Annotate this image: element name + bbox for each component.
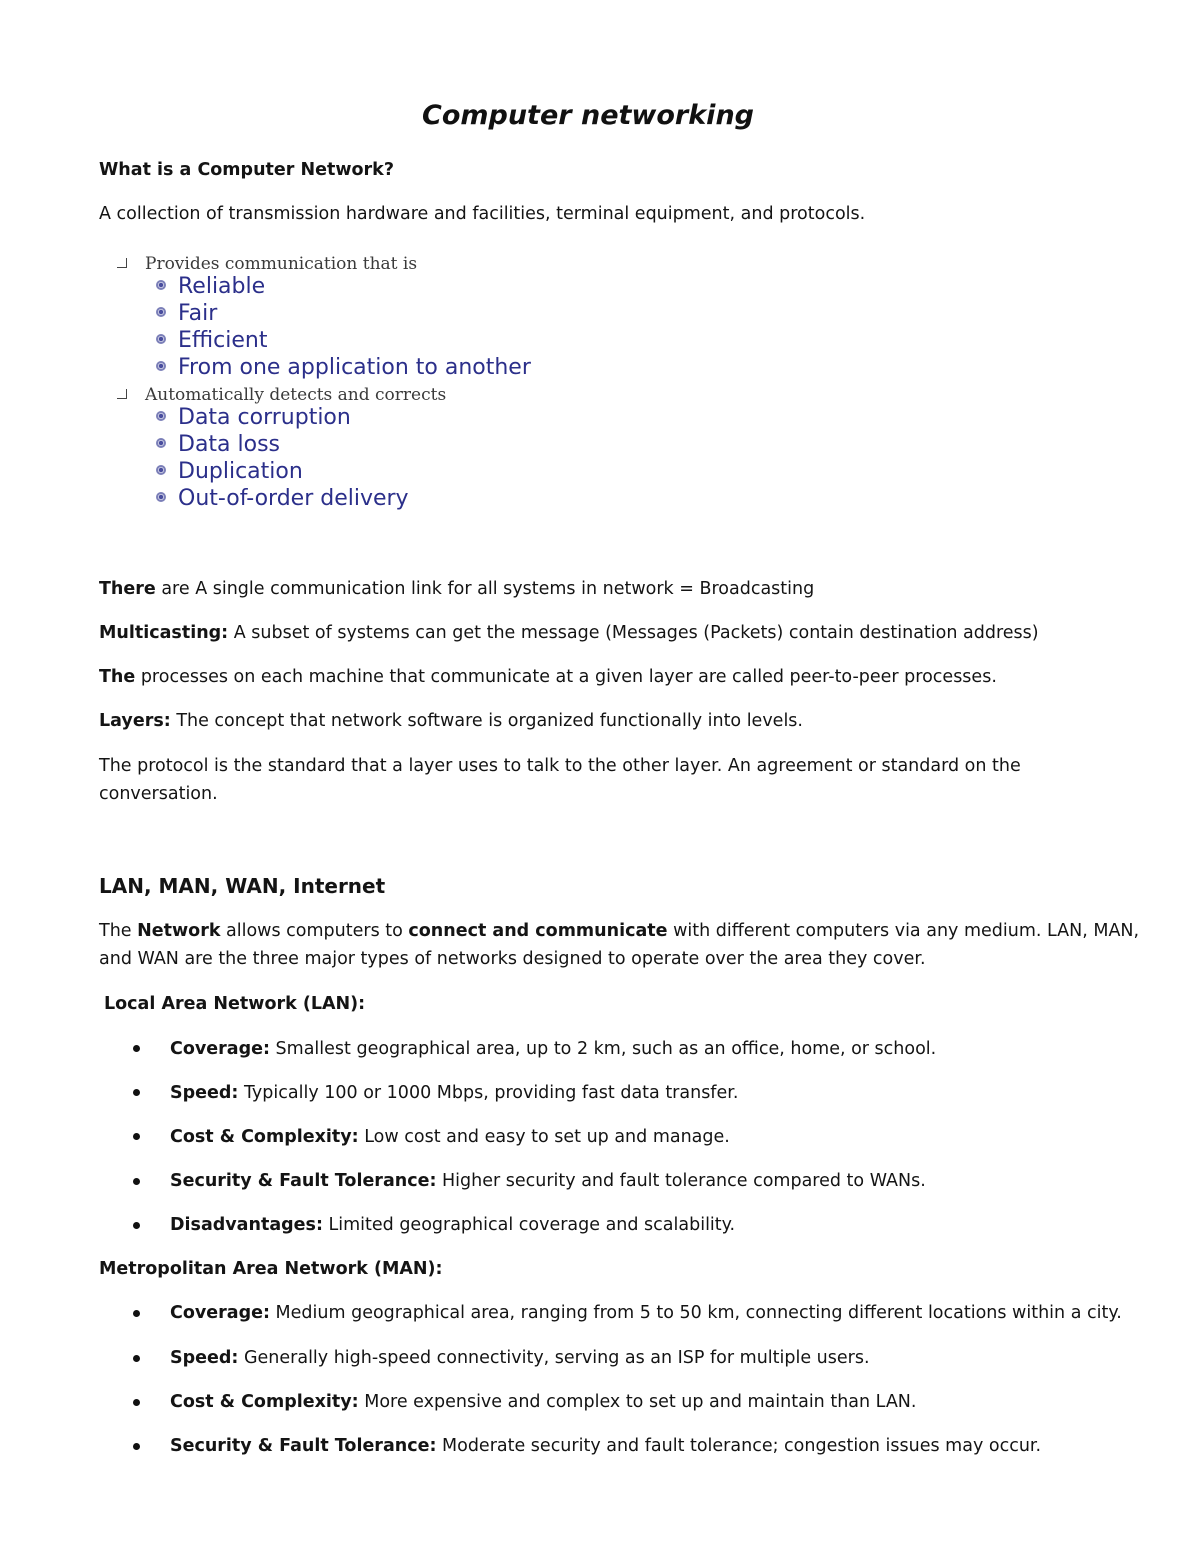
circle-bullet-icon bbox=[156, 307, 166, 317]
circle-bullet-icon bbox=[156, 361, 166, 371]
circle-bullet-icon bbox=[156, 280, 166, 290]
lan-heading: Local Area Network (LAN): bbox=[104, 994, 366, 1014]
slide-item: Data corruption bbox=[156, 405, 351, 430]
broadcasting-paragraph: There are A single communication link for all systems in network = Broadcasting bbox=[99, 579, 815, 599]
question-heading: What is a Computer Network? bbox=[99, 160, 394, 180]
bullet-icon bbox=[133, 1133, 140, 1140]
list-item: Cost & Complexity: More expensive and complex to set up and maintain than LAN. bbox=[170, 1392, 917, 1412]
slide-item: Fair bbox=[156, 301, 217, 326]
slide-item: Data loss bbox=[156, 432, 280, 457]
multicasting-paragraph: Multicasting: A subset of systems can get the message (Messages (Packets) contain destination address) bbox=[99, 623, 1039, 643]
checkbox-bullet-icon bbox=[117, 258, 127, 268]
list-item: Speed: Typically 100 or 1000 Mbps, providing fast data transfer. bbox=[170, 1083, 739, 1103]
list-item: Coverage: Medium geographical area, ranging from 5 to 50 km, connecting different locations within a city. bbox=[170, 1303, 1122, 1323]
bullet-icon bbox=[133, 1355, 140, 1362]
protocol-paragraph-line1: The protocol is the standard that a layer uses to talk to the other layer. An agreement or standard on the bbox=[99, 756, 1021, 776]
bullet-icon bbox=[133, 1089, 140, 1096]
slide-heading-2: Automatically detects and corrects bbox=[117, 385, 446, 405]
bullet-icon bbox=[133, 1310, 140, 1317]
circle-bullet-icon bbox=[156, 492, 166, 502]
list-item: Disadvantages: Limited geographical coverage and scalability. bbox=[170, 1215, 736, 1235]
circle-bullet-icon bbox=[156, 334, 166, 344]
bullet-icon bbox=[133, 1399, 140, 1406]
list-item: Security & Fault Tolerance: Moderate security and fault tolerance; congestion issues may occur. bbox=[170, 1436, 1042, 1456]
slide-item: From one application to another bbox=[156, 355, 531, 380]
bullet-icon bbox=[133, 1178, 140, 1185]
circle-bullet-icon bbox=[156, 411, 166, 421]
checkbox-bullet-icon bbox=[117, 389, 127, 399]
document-title: Computer networking bbox=[422, 100, 754, 131]
definition-paragraph: A collection of transmission hardware and facilities, terminal equipment, and protocols. bbox=[99, 204, 866, 224]
circle-bullet-icon bbox=[156, 465, 166, 475]
bullet-icon bbox=[133, 1045, 140, 1052]
bullet-icon bbox=[133, 1222, 140, 1229]
slide-item: Out-of-order delivery bbox=[156, 486, 409, 511]
protocol-paragraph-line2: conversation. bbox=[99, 784, 218, 804]
slide-item: Reliable bbox=[156, 274, 265, 299]
circle-bullet-icon bbox=[156, 438, 166, 448]
layers-paragraph: Layers: The concept that network software is organized functionally into levels. bbox=[99, 711, 803, 731]
section-heading: LAN, MAN, WAN, Internet bbox=[99, 874, 386, 898]
list-item: Speed: Generally high-speed connectivity, serving as an ISP for multiple users. bbox=[170, 1348, 870, 1368]
bullet-icon bbox=[133, 1443, 140, 1450]
man-heading: Metropolitan Area Network (MAN): bbox=[99, 1259, 443, 1279]
slide-item: Duplication bbox=[156, 459, 303, 484]
network-intro-line1: The Network allows computers to connect and communicate with different computers via any medium. LAN, MAN, bbox=[99, 921, 1140, 941]
network-intro-line2: and WAN are the three major types of networks designed to operate over the area they cover. bbox=[99, 949, 926, 969]
list-item: Cost & Complexity: Low cost and easy to set up and manage. bbox=[170, 1127, 730, 1147]
list-item: Coverage: Smallest geographical area, up to 2 km, such as an office, home, or school. bbox=[170, 1039, 937, 1059]
slide-item: Efficient bbox=[156, 328, 267, 353]
peer-processes-paragraph: The processes on each machine that communicate at a given layer are called peer-to-peer processes. bbox=[99, 667, 997, 687]
list-item: Security & Fault Tolerance: Higher security and fault tolerance compared to WANs. bbox=[170, 1171, 926, 1191]
slide-heading-1: Provides communication that is bbox=[117, 254, 417, 274]
